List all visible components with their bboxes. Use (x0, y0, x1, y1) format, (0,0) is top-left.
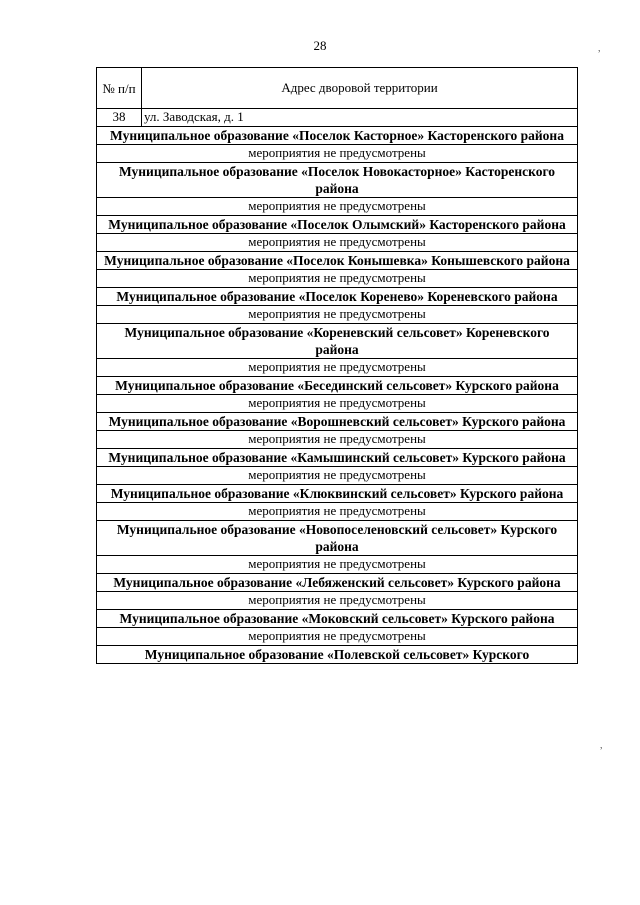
municipality-title: Муниципальное образование «Кореневский сельсовет» Кореневского района (97, 323, 578, 358)
municipality-title-row (97, 645, 578, 663)
no-measures-note: мероприятия не предусмотрены (97, 269, 578, 287)
municipality-title-row (97, 520, 578, 555)
no-measures-note-row (97, 269, 578, 287)
no-measures-note-row (97, 627, 578, 645)
no-measures-note: мероприятия не предусмотрены (97, 144, 578, 162)
municipality-title-row (97, 126, 578, 144)
municipality-title: Муниципальное образование «Поселок Олымский» Касторенского района (97, 215, 578, 233)
municipality-title: Муниципальное образование «Моковский сельсовет» Курского района (97, 609, 578, 627)
municipality-title-row (97, 609, 578, 627)
no-measures-note-row (97, 358, 578, 376)
municipality-title-row (97, 251, 578, 269)
no-measures-note-row (97, 591, 578, 609)
scan-mark: , (600, 740, 603, 751)
municipality-title: Муниципальное образование «Бесединский сельсовет» Курского района (97, 376, 578, 394)
page-number: 28 (313, 38, 327, 53)
municipality-title: Муниципальное образование «Полевской сельсовет» Курского (97, 645, 578, 663)
municipality-title: Муниципальное образование «Камышинский сельсовет» Курского района (97, 448, 578, 466)
no-measures-note: мероприятия не предусмотрены (97, 466, 578, 484)
no-measures-note-row (97, 233, 578, 251)
municipality-title: Муниципальное образование «Поселок Касторное» Касторенского района (97, 126, 578, 144)
row-address: ул. Заводская, д. 1 (142, 109, 578, 127)
municipality-title-row (97, 484, 578, 502)
no-measures-note: мероприятия не предусмотрены (97, 305, 578, 323)
municipality-title: Муниципальное образование «Поселок Коренево» Кореневского района (97, 287, 578, 305)
no-measures-note-row (97, 466, 578, 484)
scan-mark: , (598, 43, 601, 54)
municipality-title: Муниципальное образование «Поселок Конышевка» Конышевского района (97, 251, 578, 269)
no-measures-note-row (97, 430, 578, 448)
no-measures-note-row (97, 394, 578, 412)
municipality-title-row (97, 448, 578, 466)
municipality-title: Муниципальное образование «Лебяженский сельсовет» Курского района (97, 573, 578, 591)
no-measures-note: мероприятия не предусмотрены (97, 555, 578, 573)
municipality-title: Муниципальное образование «Ворошневский сельсовет» Курского района (97, 412, 578, 430)
no-measures-note: мероприятия не предусмотрены (97, 394, 578, 412)
no-measures-note: мероприятия не предусмотрены (97, 627, 578, 645)
no-measures-note-row (97, 555, 578, 573)
municipality-title-row (97, 323, 578, 358)
row-number: 38 (97, 109, 142, 127)
no-measures-note: мероприятия не предусмотрены (97, 233, 578, 251)
municipality-title: Муниципальное образование «Новопоселеновский сельсовет» Курского района (97, 520, 578, 555)
municipality-title-row (97, 162, 578, 197)
no-measures-note: мероприятия не предусмотрены (97, 502, 578, 520)
table-row (97, 109, 578, 127)
municipality-title-row (97, 412, 578, 430)
table-header-row (97, 68, 578, 109)
address-column-header: Адрес дворовой территории (142, 68, 578, 109)
municipality-title-row (97, 573, 578, 591)
no-measures-note-row (97, 502, 578, 520)
municipality-title: Муниципальное образование «Поселок Новокасторное» Касторенского района (97, 162, 578, 197)
municipality-title-row (97, 287, 578, 305)
courtyard-table (96, 67, 578, 664)
no-measures-note-row (97, 144, 578, 162)
no-measures-note: мероприятия не предусмотрены (97, 430, 578, 448)
no-measures-note: мероприятия не предусмотрены (97, 591, 578, 609)
no-measures-note-row (97, 197, 578, 215)
no-measures-note: мероприятия не предусмотрены (97, 197, 578, 215)
municipality-title-row (97, 215, 578, 233)
municipality-title-row (97, 376, 578, 394)
no-measures-note-row (97, 305, 578, 323)
municipality-title: Муниципальное образование «Клюквинский сельсовет» Курского района (97, 484, 578, 502)
no-measures-note: мероприятия не предусмотрены (97, 358, 578, 376)
number-column-header: № п/п (97, 68, 142, 109)
